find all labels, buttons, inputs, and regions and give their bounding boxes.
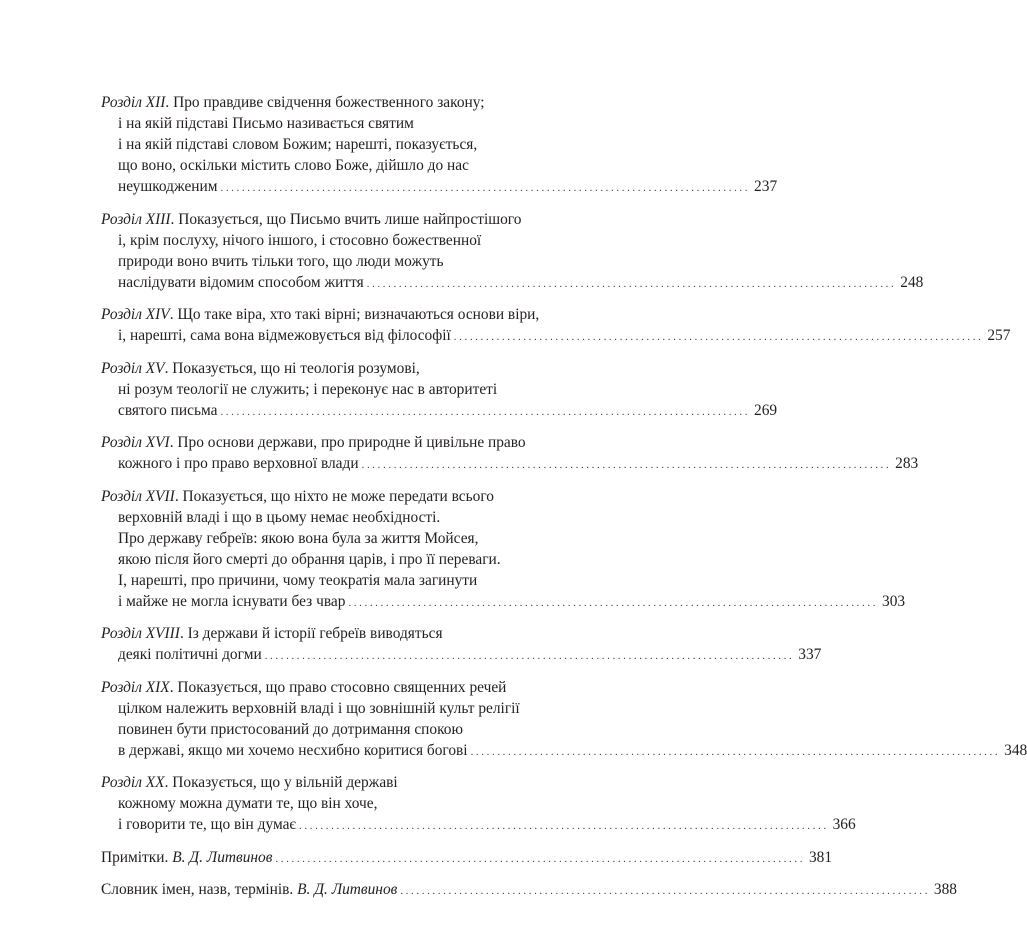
toc-line-text: наслідувати відомим способом життя: [118, 273, 364, 291]
toc-page-number: 237: [754, 178, 778, 195]
toc-entry[interactable]: [101, 304, 1011, 346]
toc-page-number: 337: [798, 646, 822, 663]
toc-leader-dots: ...................................................................................................: [348, 596, 879, 609]
toc-line-text: цілком належить верховній владі і що зовнішній культ релігії: [118, 699, 520, 717]
toc-leader-dots: ...................................................................................................: [453, 331, 984, 343]
toc-line: [101, 92, 538, 113]
toc-last-line: [101, 740, 1027, 761]
toc-chapter-label: Розділ XVII: [101, 487, 175, 505]
toc-line-text: неушкодженим: [118, 178, 218, 195]
toc-chapter-label: Розділ XX: [101, 774, 165, 791]
toc-line: [101, 549, 538, 570]
toc-page-number: 381: [808, 848, 833, 866]
toc-leader-dots: ...................................................................................................: [264, 650, 795, 662]
toc-chapter-label: Розділ XVI: [101, 434, 170, 451]
toc-line-text: . Показується, що Письмо вчить лише найпростішого: [170, 210, 522, 228]
toc-entry[interactable]: [101, 432, 919, 474]
toc-entry[interactable]: [101, 358, 778, 421]
toc-line: [101, 209, 538, 230]
toc-line: [101, 155, 538, 176]
toc-leader-dots: ...................................................................................................: [299, 820, 829, 832]
toc-line: [101, 528, 538, 549]
toc-chapter-label: Розділ XIV: [101, 306, 170, 323]
toc-line-text: повинен бути пристосований до дотримання спокою: [118, 720, 463, 738]
toc-chapter-label: Розділ XVIII: [101, 625, 180, 642]
toc-line: [101, 113, 538, 134]
toc-line: [101, 677, 538, 698]
toc-line-text: Про державу гебреїв: якою вона була за життя Мойсея,: [118, 529, 479, 547]
toc-line-text: і, крім послуху, нічого іншого, і стосовно божественної: [118, 231, 482, 249]
toc-line-text: . Про правдиве свідчення божественного закону;: [165, 94, 485, 111]
toc-line-text: і на якій підставі словом Божим; нарешті, показується,: [118, 136, 478, 153]
toc-entry[interactable]: [101, 486, 906, 612]
toc-page-number: 248: [900, 273, 924, 291]
toc-entry[interactable]: [101, 209, 924, 293]
toc-line: [101, 570, 538, 591]
toc-line-text: . Показується, що право стосовно священних речей: [169, 678, 507, 696]
toc-line: [101, 486, 538, 507]
toc-line: [101, 793, 538, 814]
toc-last-line: [101, 644, 822, 665]
toc-entry[interactable]: [101, 772, 856, 835]
toc-leader-dots: ...................................................................................................: [220, 182, 751, 194]
toc-entry[interactable]: [101, 92, 778, 197]
toc-leader-dots: ...................................................................................................: [361, 459, 892, 471]
toc-entry-title: Словник імен, назв, термінів.: [101, 881, 298, 898]
toc-line: [101, 358, 538, 379]
toc-last-line: [101, 400, 778, 421]
toc-entry-author: В. Д. Литвинов: [172, 848, 273, 866]
toc-page-number: 348: [1004, 741, 1027, 759]
toc-page-number: 303: [882, 592, 906, 610]
toc-entries: [101, 92, 1027, 835]
toc-last-line: [101, 176, 778, 197]
toc-line-text: і майже не могла існувати без чвар: [118, 592, 346, 610]
toc-last-line: [101, 591, 906, 612]
toc-line: [101, 719, 538, 740]
toc-leader-dots: ...................................................................................................: [275, 852, 806, 865]
toc-line-text: . Показується, що ні теологія розумові,: [164, 359, 420, 377]
toc-entry[interactable]: [101, 677, 1027, 761]
toc-chapter-label: Розділ XIII: [101, 210, 171, 228]
toc-leader-dots: ...................................................................................................: [470, 745, 1001, 758]
toc-entry-text: [101, 847, 272, 868]
toc-line-text: . Про основи держави, про природне й цивільне право: [169, 434, 526, 451]
toc-leader-dots: ...................................................................................................: [366, 277, 897, 290]
toc-line-text: святого письма: [118, 401, 218, 419]
toc-line-text: . Показується, що у вільній державі: [164, 774, 398, 791]
toc-line: [101, 623, 538, 644]
toc-line-text: природи воно вчить тільки того, що люди можуть: [118, 252, 444, 270]
toc-last-line: [101, 879, 957, 900]
toc-line-text: . Що таке віра, хто такі вірні; визначаються основи віри,: [169, 306, 540, 323]
toc-line-text: . Показується, що ніхто не може передати всього: [174, 487, 494, 505]
toc-last-line: [101, 814, 856, 835]
toc-line-text: що воно, оскільки містить слово Боже, дійшло до нас: [118, 157, 469, 174]
toc-last-line: [101, 272, 924, 293]
toc-last-line: [101, 453, 919, 474]
toc-line: [101, 507, 538, 528]
toc-page-number: 366: [832, 816, 856, 833]
toc-line-text: і говорити те, що він думає: [118, 816, 297, 833]
toc-line-text: І, нарешті, про причини, чому теократія мала загинути: [118, 571, 478, 589]
toc-line: [101, 379, 538, 400]
toc-entry-text: [101, 879, 397, 900]
toc-line-text: і на якій підставі Письмо називається святим: [118, 115, 414, 132]
toc-entry-glossary[interactable]: [101, 879, 957, 900]
toc-line-text: в державі, якщо ми хочемо несхибно коритися богові: [118, 741, 468, 759]
toc-entry-author: В. Д. Литвинов: [297, 881, 398, 898]
toc-leader-dots: ...................................................................................................: [220, 405, 751, 418]
toc-line: [101, 698, 538, 719]
toc-chapter-label: Розділ XV: [101, 359, 165, 377]
toc-line-text: . Із держави й історії гебреїв виводяться: [179, 625, 443, 642]
toc-leader-dots: ...................................................................................................: [400, 885, 930, 897]
toc-line: [101, 134, 538, 155]
toc-page-number: 388: [933, 881, 957, 898]
toc-line: [101, 432, 538, 453]
toc-line: [101, 304, 538, 325]
toc-entry-notes[interactable]: [101, 847, 833, 868]
toc-chapter-label: Розділ XIX: [101, 678, 170, 696]
toc-line: [101, 251, 538, 272]
toc-page-number: 257: [987, 327, 1011, 344]
toc-last-line: [101, 325, 1011, 346]
toc-line-text: ні розум теології не служить; і переконує нас в авторитеті: [118, 380, 498, 398]
toc-entry[interactable]: [101, 623, 822, 665]
toc-page-number: 283: [895, 455, 919, 472]
toc-entry-title: Примітки.: [101, 848, 173, 866]
toc-line-text: і, нарешті, сама вона відмежовується від філософії: [118, 327, 451, 344]
toc-line: [101, 230, 538, 251]
toc-line-text: деякі політичні догми: [118, 646, 262, 663]
toc-page-number: 269: [754, 401, 778, 419]
toc-line: [101, 772, 538, 793]
table-of-contents: [101, 92, 1027, 912]
toc-line-text: верховній владі і що в цьому немає необхідності.: [118, 508, 441, 526]
toc-line-text: кожного і про право верховної влади: [118, 455, 359, 472]
toc-chapter-label: Розділ XII: [101, 94, 166, 111]
toc-line-text: кожному можна думати те, що він хоче,: [118, 795, 378, 812]
toc-line-text: якою після його смерті до обрання царів, і про її переваги.: [118, 550, 501, 568]
toc-last-line: [101, 847, 833, 868]
